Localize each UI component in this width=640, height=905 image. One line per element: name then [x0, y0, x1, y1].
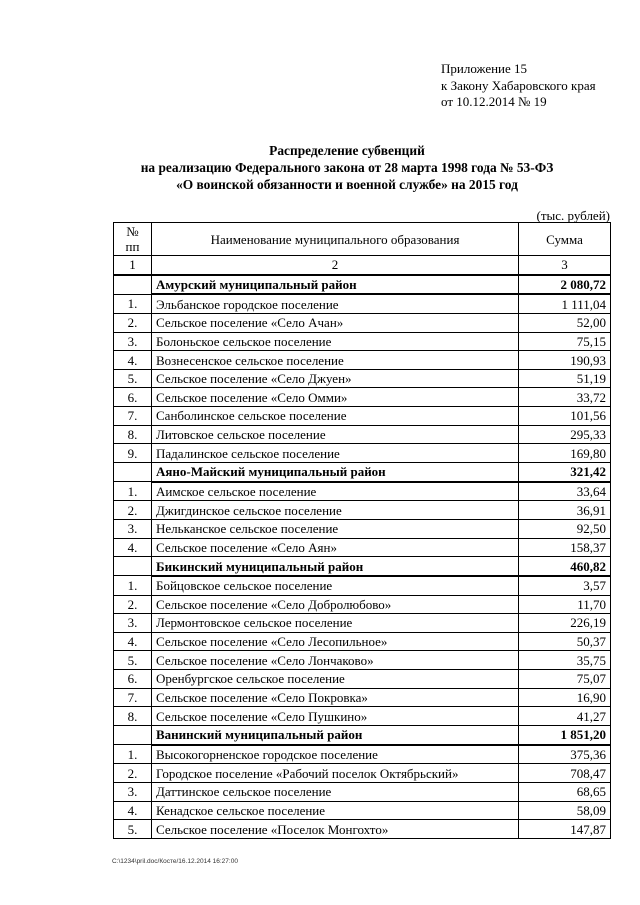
- row-name: Сельское поселение «Село Омми»: [152, 388, 519, 407]
- row-sum: 36,91: [519, 501, 611, 520]
- table-row: [114, 764, 611, 783]
- units-label: (тыс. рублей): [536, 208, 610, 223]
- district-row: [114, 463, 611, 482]
- row-name: Сельское поселение «Село Джуен»: [152, 369, 519, 388]
- row-number: 5.: [114, 369, 152, 388]
- row-number: 6.: [114, 388, 152, 407]
- table-row: [114, 745, 611, 764]
- row-number: 5.: [114, 820, 152, 839]
- table-body: [114, 223, 611, 839]
- table-row: [114, 820, 611, 839]
- table-row: [114, 294, 611, 313]
- row-name: Санболинское сельское поселение: [152, 407, 519, 426]
- header-sum: Сумма: [519, 223, 611, 256]
- row-name: Вознесенское сельское поселение: [152, 351, 519, 370]
- row-name: Даттинское сельское поселение: [152, 782, 519, 801]
- title-line-2: на реализацию Федерального закона от 28 марта 1998 года № 53-ФЗ: [140, 160, 554, 175]
- header-number-line-1: №: [126, 224, 139, 239]
- table-row: [114, 670, 611, 689]
- row-sum: 147,87: [519, 820, 611, 839]
- row-name: Сельское поселение «Село Лесопильное»: [152, 632, 519, 651]
- row-sum: 321,42: [519, 463, 611, 482]
- title-line-3: «О воинской обязанности и военной службе» на 2015 год: [176, 177, 518, 192]
- row-sum: 16,90: [519, 688, 611, 707]
- row-number: 1.: [114, 745, 152, 764]
- table-row: [114, 688, 611, 707]
- row-name: Сельское поселение «Село Покровка»: [152, 688, 519, 707]
- row-number: [114, 463, 152, 482]
- row-sum: 75,07: [519, 670, 611, 689]
- table-header-row: [114, 223, 611, 256]
- row-name: Аимское сельское поселение: [152, 482, 519, 501]
- table-row: [114, 801, 611, 820]
- row-name: Аяно-Майский муниципальный район: [152, 463, 519, 482]
- district-row: [114, 275, 611, 295]
- row-number: 8.: [114, 707, 152, 726]
- table-row: [114, 444, 611, 463]
- column-index-1: 1: [114, 256, 152, 275]
- row-number: 4.: [114, 351, 152, 370]
- row-sum: 190,93: [519, 351, 611, 370]
- title-line-1: Распределение субвенций: [269, 143, 425, 158]
- row-name: Сельское поселение «Село Добролюбово»: [152, 595, 519, 614]
- document-title: [110, 142, 584, 193]
- table-row: [114, 482, 611, 501]
- subvention-table: [113, 222, 611, 839]
- row-sum: 460,82: [519, 557, 611, 576]
- table-row: [114, 614, 611, 633]
- row-sum: 33,64: [519, 482, 611, 501]
- row-name: Кенадское сельское поселение: [152, 801, 519, 820]
- row-sum: 3,57: [519, 576, 611, 595]
- row-number: 2.: [114, 595, 152, 614]
- row-number: [114, 557, 152, 576]
- row-number: [114, 726, 152, 745]
- table-row: [114, 707, 611, 726]
- row-name: Бойцовское сельское поселение: [152, 576, 519, 595]
- table-row: [114, 632, 611, 651]
- row-name: Бикинский муниципальный район: [152, 557, 519, 576]
- row-name: Высокогорненское городское поселение: [152, 745, 519, 764]
- file-path-footer: C:\1234\pril.doc/Косте/16.12.2014 16:27:00: [112, 858, 238, 865]
- row-number: 9.: [114, 444, 152, 463]
- table-row: [114, 595, 611, 614]
- row-name: Городское поселение «Рабочий поселок Октябрьский»: [152, 764, 519, 783]
- table-row: [114, 519, 611, 538]
- row-sum: 51,19: [519, 369, 611, 388]
- row-number: 5.: [114, 651, 152, 670]
- row-name: Падалинское сельское поселение: [152, 444, 519, 463]
- table-row: [114, 351, 611, 370]
- table-row: [114, 388, 611, 407]
- row-number: 2.: [114, 764, 152, 783]
- row-sum: 1 851,20: [519, 726, 611, 745]
- table-row: [114, 313, 611, 332]
- annex-reference: [441, 61, 596, 111]
- row-sum: 375,36: [519, 745, 611, 764]
- row-sum: 708,47: [519, 764, 611, 783]
- row-sum: 11,70: [519, 595, 611, 614]
- row-number: [114, 275, 152, 295]
- row-name: Сельское поселение «Поселок Монгохто»: [152, 820, 519, 839]
- row-name: Нельканское сельское поселение: [152, 519, 519, 538]
- row-name: Ванинский муниципальный район: [152, 726, 519, 745]
- district-row: [114, 726, 611, 745]
- row-name: Сельское поселение «Село Пушкино»: [152, 707, 519, 726]
- row-number: 8.: [114, 425, 152, 444]
- row-sum: 75,15: [519, 332, 611, 351]
- row-number: 1.: [114, 576, 152, 595]
- row-sum: 41,27: [519, 707, 611, 726]
- row-sum: 33,72: [519, 388, 611, 407]
- table-row: [114, 369, 611, 388]
- header-number-line-2: пп: [125, 239, 140, 254]
- table-row: [114, 407, 611, 426]
- row-sum: 158,37: [519, 538, 611, 557]
- row-number: 2.: [114, 313, 152, 332]
- row-name: Сельское поселение «Село Ачан»: [152, 313, 519, 332]
- annex-line-3: от 10.12.2014 № 19: [441, 94, 547, 109]
- row-number: 1.: [114, 482, 152, 501]
- row-name: Литовское сельское поселение: [152, 425, 519, 444]
- row-sum: 226,19: [519, 614, 611, 633]
- row-name: Болоньское сельское поселение: [152, 332, 519, 351]
- table-row: [114, 576, 611, 595]
- row-number: 4.: [114, 801, 152, 820]
- table-row: [114, 782, 611, 801]
- row-number: 7.: [114, 688, 152, 707]
- table-row: [114, 332, 611, 351]
- row-name: Сельское поселение «Село Лончаково»: [152, 651, 519, 670]
- table-row: [114, 538, 611, 557]
- row-name: Лермонтовское сельское поселение: [152, 614, 519, 633]
- row-sum: 50,37: [519, 632, 611, 651]
- column-index-3: 3: [519, 256, 611, 275]
- row-sum: 295,33: [519, 425, 611, 444]
- table-row: [114, 501, 611, 520]
- row-sum: 58,09: [519, 801, 611, 820]
- row-sum: 35,75: [519, 651, 611, 670]
- table-row: [114, 425, 611, 444]
- row-sum: 101,56: [519, 407, 611, 426]
- row-name: Сельское поселение «Село Аян»: [152, 538, 519, 557]
- row-sum: 1 111,04: [519, 294, 611, 313]
- row-number: 3.: [114, 519, 152, 538]
- annex-line-2: к Закону Хабаровского края: [441, 77, 596, 93]
- column-index-2: 2: [152, 256, 519, 275]
- row-sum: 2 080,72: [519, 275, 611, 295]
- row-name: Амурский муниципальный район: [152, 275, 519, 295]
- row-number: 3.: [114, 782, 152, 801]
- header-name: Наименование муниципального образования: [152, 223, 519, 256]
- row-sum: 169,80: [519, 444, 611, 463]
- row-sum: 68,65: [519, 782, 611, 801]
- table-row: [114, 651, 611, 670]
- row-number: 1.: [114, 294, 152, 313]
- row-number: 4.: [114, 632, 152, 651]
- row-sum: 92,50: [519, 519, 611, 538]
- annex-line-1: Приложение 15: [441, 61, 528, 76]
- district-row: [114, 557, 611, 576]
- row-number: 6.: [114, 670, 152, 689]
- row-number: 3.: [114, 332, 152, 351]
- row-number: 7.: [114, 407, 152, 426]
- row-name: Джигдинское сельское поселение: [152, 501, 519, 520]
- row-number: 4.: [114, 538, 152, 557]
- column-index-row: [114, 256, 611, 275]
- row-sum: 52,00: [519, 313, 611, 332]
- row-number: 3.: [114, 614, 152, 633]
- row-number: 2.: [114, 501, 152, 520]
- row-name: Оренбургское сельское поселение: [152, 670, 519, 689]
- row-name: Эльбанское городское поселение: [152, 294, 519, 313]
- header-number: [114, 223, 152, 256]
